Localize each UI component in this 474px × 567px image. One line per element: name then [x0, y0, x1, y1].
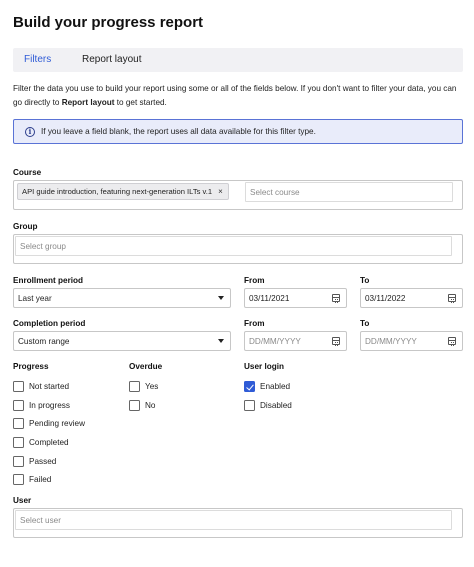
user-search-input[interactable]	[15, 510, 452, 530]
page-title: Build your progress report	[13, 14, 204, 31]
course-field[interactable]	[13, 180, 463, 210]
enrollment-from-label: From	[244, 276, 265, 285]
completion-from-label: From	[244, 319, 265, 328]
group-field[interactable]	[13, 234, 463, 264]
group-placeholder: Select group	[20, 242, 66, 251]
enrollment-period-value: Last year	[18, 294, 52, 303]
completion-period-label: Completion period	[13, 319, 86, 328]
course-search-input[interactable]	[245, 182, 453, 202]
user-placeholder: Select user	[20, 516, 61, 525]
intro-prefix: go directly to	[13, 98, 62, 107]
checkbox-label: Failed	[29, 475, 52, 484]
calendar-icon[interactable]	[448, 294, 456, 302]
completion-from-date[interactable]	[244, 331, 347, 351]
chevron-down-icon	[218, 296, 224, 300]
completion-to-label: To	[360, 319, 370, 328]
course-chip	[17, 183, 229, 200]
checkbox-label: Enabled	[260, 382, 291, 391]
calendar-icon[interactable]	[332, 294, 340, 302]
progress-label: Progress	[13, 362, 49, 371]
checkbox-checked[interactable]	[244, 381, 255, 392]
intro-line-1: Filter the data you use to build your report using some or all of the fields below. If you don't want to filter your data, you can	[13, 84, 457, 93]
enrollment-to-value: 03/11/2022	[365, 294, 406, 303]
checkbox-label: Pending review	[29, 419, 85, 428]
checkbox-label: Not started	[29, 382, 70, 391]
checkbox-label: Yes	[145, 382, 159, 391]
intro-line-2	[13, 96, 463, 110]
tab-bar	[13, 48, 463, 72]
tab-filters[interactable]: Filters	[24, 54, 52, 65]
user-login-label: User login	[244, 362, 285, 371]
chip-remove-icon[interactable]: ×	[218, 187, 223, 196]
enrollment-from-value: 03/11/2021	[249, 294, 290, 303]
checkbox[interactable]	[13, 437, 24, 448]
checkbox[interactable]	[13, 418, 24, 429]
checkbox[interactable]	[244, 400, 255, 411]
checkbox-label: Completed	[29, 438, 69, 447]
checkbox-label: In progress	[29, 401, 70, 410]
completion-period-select[interactable]	[13, 331, 231, 351]
checkbox[interactable]	[129, 400, 140, 411]
checkbox[interactable]	[129, 381, 140, 392]
group-label: Group	[13, 222, 38, 231]
completion-from-placeholder: DD/MM/YYYY	[249, 337, 301, 346]
enrollment-period-select[interactable]	[13, 288, 231, 308]
enrollment-to-date[interactable]	[360, 288, 463, 308]
checkbox[interactable]	[13, 474, 24, 485]
enrollment-to-label: To	[360, 276, 370, 285]
calendar-icon[interactable]	[332, 337, 340, 345]
checkbox-label: No	[145, 401, 156, 410]
calendar-icon[interactable]	[448, 337, 456, 345]
checkbox[interactable]	[13, 381, 24, 392]
completion-period-value: Custom range	[18, 337, 70, 346]
tab-report-layout[interactable]: Report layout	[82, 54, 142, 65]
overdue-label: Overdue	[129, 362, 163, 371]
checkbox[interactable]	[13, 400, 24, 411]
group-search-input[interactable]	[15, 236, 452, 256]
enrollment-period-label: Enrollment period	[13, 276, 84, 285]
enrollment-from-date[interactable]	[244, 288, 347, 308]
course-placeholder: Select course	[250, 188, 300, 197]
checkbox[interactable]	[13, 456, 24, 467]
checkbox-label: Disabled	[260, 401, 292, 410]
course-label: Course	[13, 168, 42, 177]
completion-to-placeholder: DD/MM/YYYY	[365, 337, 417, 346]
chevron-down-icon	[218, 339, 224, 343]
report-layout-link-text: Report layout	[61, 98, 115, 107]
intro-suffix: to get started.	[114, 98, 167, 107]
info-icon: i	[25, 127, 35, 137]
checkbox-label: Passed	[29, 457, 57, 466]
info-banner	[13, 119, 463, 144]
intro-text	[13, 82, 463, 110]
user-label: User	[13, 496, 32, 505]
completion-to-date[interactable]	[360, 331, 463, 351]
info-banner-text: If you leave a field blank, the report uses all data available for this filter type.	[41, 127, 316, 136]
course-chip-label: API guide introduction, featuring next-generation ILTs v.1	[22, 187, 213, 196]
user-field[interactable]	[13, 508, 463, 538]
